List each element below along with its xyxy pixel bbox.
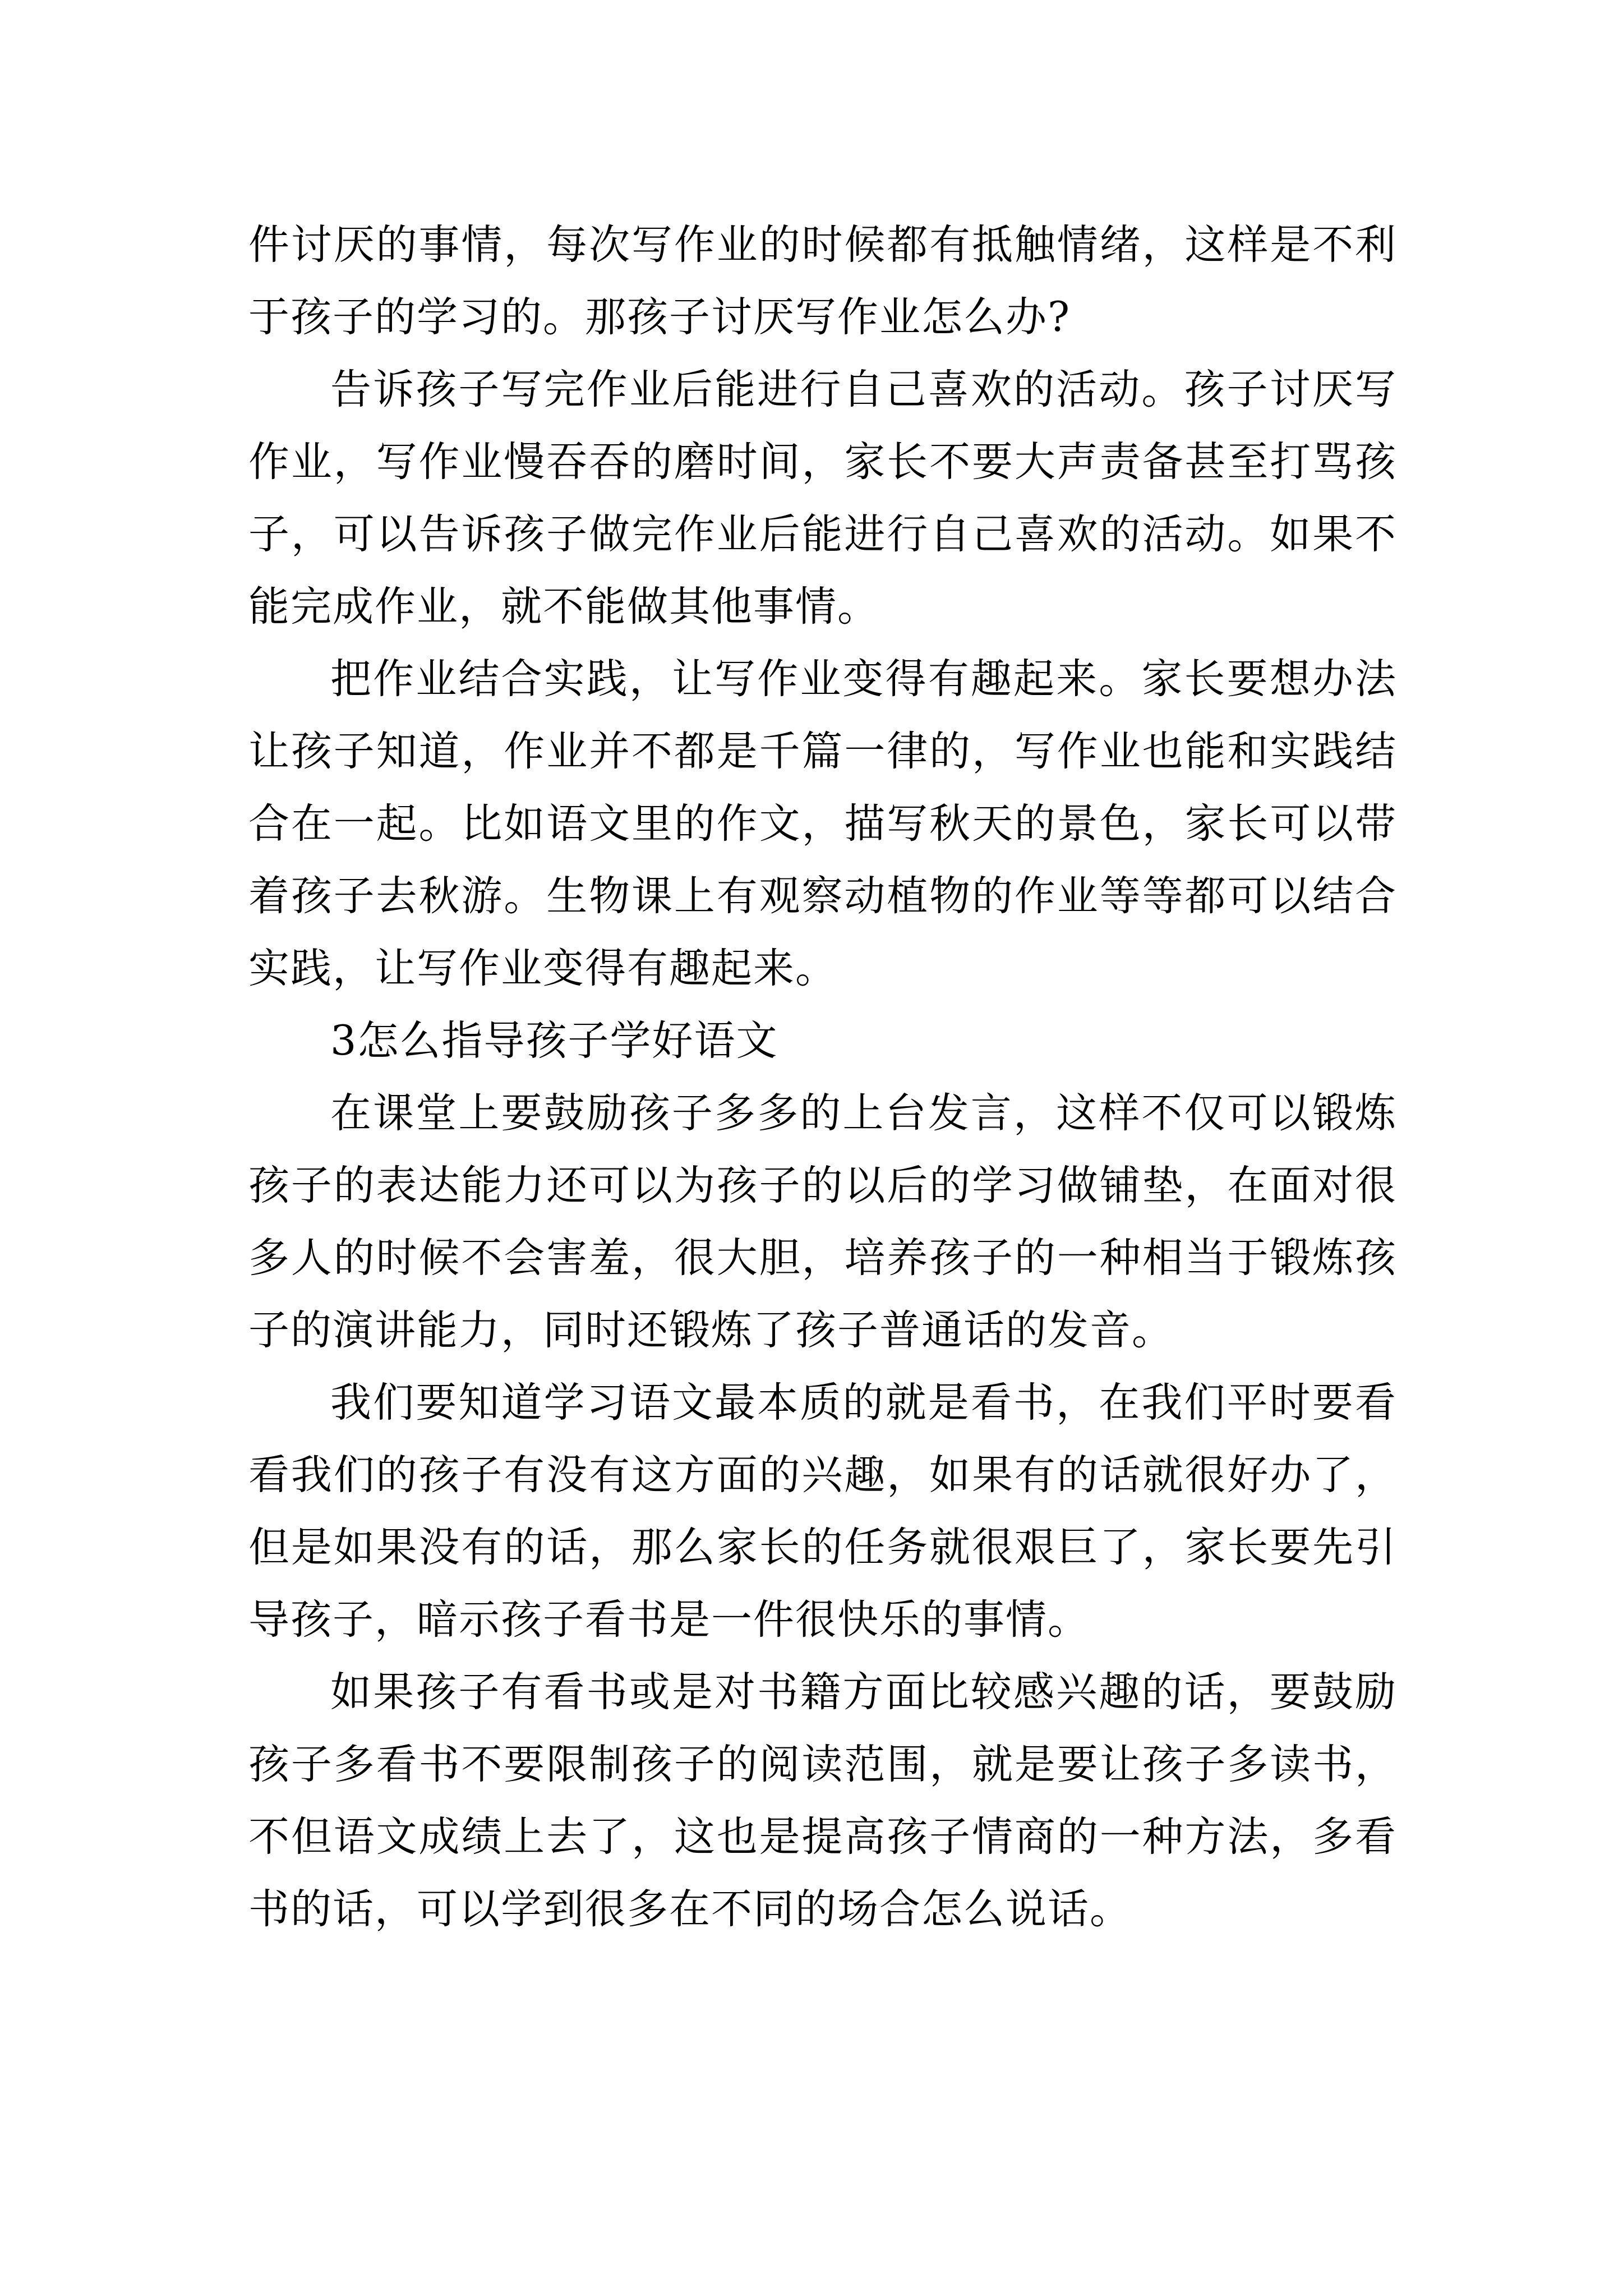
section-heading: 3怎么指导孩子学好语文 [330,1017,778,1065]
body-text [248,209,1397,1945]
paragraph-practice: 把作业结合实践，让写作业变得有趣起来。家长要想办法让孩子知道，作业并不都是千篇一律的，写作业也能和实践结合在一起。比如语文里的作文，描写秋天的景色，家长可以带着孩子去秋游。生物课上有观察动植物的作业等等都可以结合实践，让写作业变得有趣起来。 [248,655,1397,992]
paragraph-speaking: 在课堂上要鼓励孩子多多的上台发言，这样不仅可以锻炼孩子的表达能力还可以为孩子的以后的学习做铺垫，在面对很多人的时候不会害羞，很大胆，培养孩子的一种相当于锻炼孩子的演讲能力，同时还锻炼了孩子普通话的发音。 [248,1089,1397,1354]
paragraph-reward-activity: 告诉孩子写完作业后能进行自己喜欢的活动。孩子讨厌写作业，写作业慢吞吞的磨时间，家长不要大声责备甚至打骂孩子，可以告诉孩子做完作业后能进行自己喜欢的活动。如果不能完成作业，就不能做其他事情。 [248,366,1397,631]
paragraph-read-more: 如果孩子有看书或是对书籍方面比较感兴趣的话，要鼓励孩子多看书不要限制孩子的阅读范围，就是要让孩子多读书，不但语文成绩上去了，这也是提高孩子情商的一种方法，多看书的话，可以学到很多在不同的场合怎么说话。 [248,1668,1397,1933]
paragraph-continuation: 件讨厌的事情，每次写作业的时候都有抵触情绪，这样是不利于孩子的学习的。那孩子讨厌写作业怎么办? [248,221,1397,341]
paragraph-reading-interest: 我们要知道学习语文最本质的就是看书，在我们平时要看看我们的孩子有没有这方面的兴趣，如果有的话就很好办了，但是如果没有的话，那么家长的任务就很艰巨了，家长要先引导孩子，暗示孩子看书是一件很快乐的事情。 [248,1379,1397,1644]
